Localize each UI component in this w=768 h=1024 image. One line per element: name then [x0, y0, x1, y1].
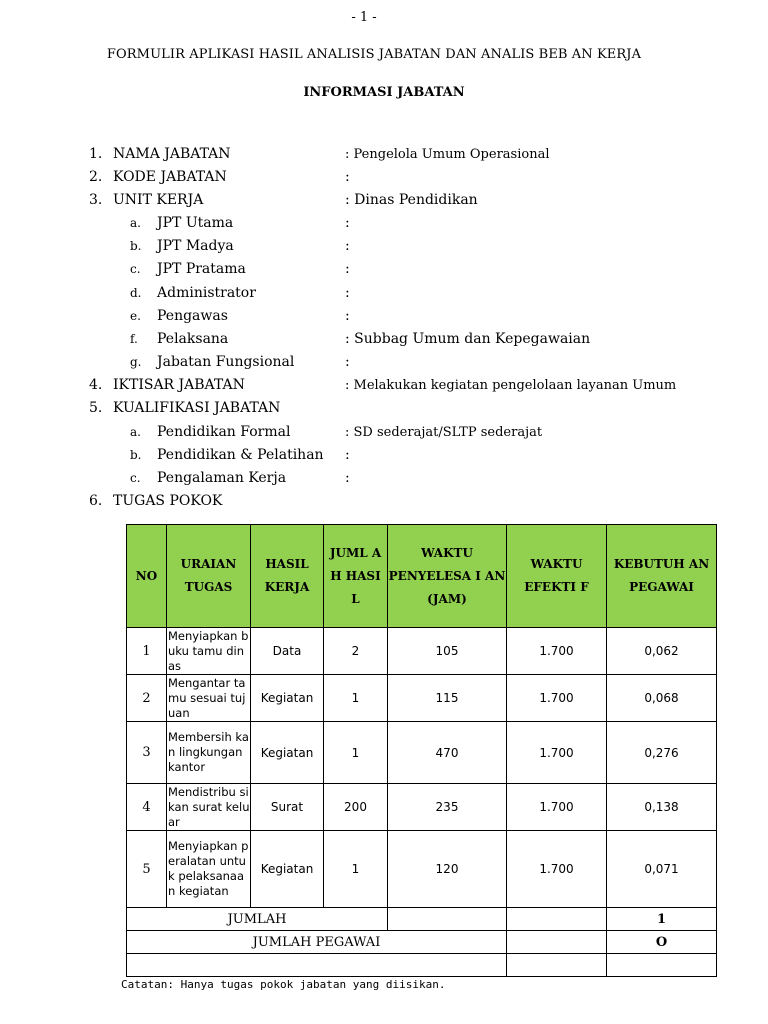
sub-letter: e.	[130, 309, 141, 323]
sub-value: :	[345, 215, 350, 231]
cell-efektif: 1.700	[507, 831, 607, 908]
sub-label: Jabatan Fungsional	[157, 354, 295, 370]
sub-value: :	[345, 447, 350, 463]
sub-label: Pendidikan Formal	[157, 424, 291, 440]
sub-value: :	[345, 285, 350, 301]
info-subrow-pelaksana	[0, 331, 768, 351]
cell-jumlah: 2	[324, 628, 388, 675]
info-subrow-jpt-pratama	[0, 261, 768, 281]
sub-label: JPT Pratama	[157, 261, 246, 277]
sub-letter: c.	[130, 471, 141, 485]
item-label: UNIT KERJA	[113, 192, 204, 208]
info-subrow-pendidikan-formal	[0, 424, 768, 444]
table-row	[127, 784, 717, 831]
form-title: FORMULIR APLIKASI HASIL ANALISIS JABATAN DAN ANALIS BEB AN KERJA	[106, 47, 642, 62]
header-waktu-penyelesaian: WAKTU PENYELESA I AN (JAM)	[388, 525, 507, 628]
cell-waktu: 120	[388, 831, 507, 908]
cell-no: 4	[127, 784, 167, 831]
item-number: 3.	[89, 192, 103, 208]
cell-jumlah: 1	[324, 675, 388, 722]
header-hasil-kerja: HASIL KERJA	[251, 525, 324, 628]
info-subrow-administrator	[0, 285, 768, 305]
sub-label: Pengalaman Kerja	[157, 470, 287, 486]
sub-letter: c.	[130, 262, 141, 276]
item-number: 2.	[89, 169, 103, 185]
item-label: TUGAS POKOK	[113, 493, 223, 509]
item-label: KUALIFIKASI JABATAN	[113, 400, 281, 416]
sub-letter: g.	[130, 355, 142, 369]
cell-uraian: Mengantar tamu sesuai tujuan	[167, 675, 251, 722]
tugas-pokok-table	[126, 524, 717, 977]
sub-letter: f.	[130, 332, 138, 346]
cell-waktu: 115	[388, 675, 507, 722]
cell-waktu: 105	[388, 628, 507, 675]
sub-value: :	[345, 238, 350, 254]
info-subrow-pengalaman-kerja	[0, 470, 768, 490]
page-number: - 1 -	[351, 10, 377, 25]
sub-value: : Subbag Umum dan Kepegawaian	[345, 331, 591, 347]
table-row	[127, 628, 717, 675]
item-value: :	[345, 169, 350, 185]
header-waktu-efektif: WAKTU EFEKTI F	[507, 525, 607, 628]
cell-hasil: Kegiatan	[251, 831, 324, 908]
info-row-tugas-pokok	[0, 493, 768, 513]
item-label: IKTISAR JABATAN	[113, 377, 245, 393]
sub-value: :	[345, 354, 350, 370]
cell-hasil: Kegiatan	[251, 722, 324, 784]
section-title: INFORMASI JABATAN	[303, 85, 465, 100]
cell-kebutuhan: 0,068	[607, 675, 717, 722]
cell-kebutuhan: 0,062	[607, 628, 717, 675]
info-row-nama-jabatan	[0, 146, 768, 166]
table-row	[127, 722, 717, 784]
jumlah-pegawai-label: JUMLAH PEGAWAI	[127, 931, 507, 954]
cell-waktu: 235	[388, 784, 507, 831]
header-uraian-tugas: URAIAN TUGAS	[167, 525, 251, 628]
cell-kebutuhan: 0,071	[607, 831, 717, 908]
sub-letter: b.	[130, 239, 142, 253]
jumlah-empty-cell	[507, 908, 607, 931]
item-number: 6.	[89, 493, 103, 509]
info-row-kualifikasi-jabatan	[0, 400, 768, 420]
info-row-iktisar-jabatan	[0, 377, 768, 397]
jumlah-pegawai-empty-cell	[507, 931, 607, 954]
item-value: : Pengelola Umum Operasional	[345, 147, 550, 162]
table-pegawai-row	[127, 931, 717, 954]
jumlah-label: JUMLAH	[127, 908, 388, 931]
sub-value: :	[345, 308, 350, 324]
cell-no: 5	[127, 831, 167, 908]
sub-value: :	[345, 261, 350, 277]
item-number: 4.	[89, 377, 103, 393]
info-row-unit-kerja	[0, 192, 768, 212]
cell-efektif: 1.700	[507, 675, 607, 722]
cell-jumlah: 1	[324, 722, 388, 784]
cell-efektif: 1.700	[507, 722, 607, 784]
cell-hasil: Data	[251, 628, 324, 675]
jumlah-value: 1	[607, 908, 717, 931]
cell-kebutuhan: 0,276	[607, 722, 717, 784]
sub-value: : SD sederajat/SLTP sederajat	[345, 425, 543, 440]
cell-jumlah: 1	[324, 831, 388, 908]
item-label: KODE JABATAN	[113, 169, 227, 185]
cell-jumlah: 200	[324, 784, 388, 831]
cell-no: 2	[127, 675, 167, 722]
sub-letter: b.	[130, 448, 142, 462]
sub-label: Pengawas	[157, 308, 228, 324]
info-subrow-jpt-utama	[0, 215, 768, 235]
sub-label: Pelaksana	[157, 331, 229, 347]
sub-value: :	[345, 470, 350, 486]
info-subrow-pengawas	[0, 308, 768, 328]
sub-letter: d.	[130, 286, 142, 300]
table-header-row	[127, 525, 717, 628]
header-no: NO	[127, 525, 167, 628]
empty-cell	[127, 954, 507, 977]
cell-efektif: 1.700	[507, 784, 607, 831]
cell-waktu: 470	[388, 722, 507, 784]
table-row	[127, 675, 717, 722]
sub-label: JPT Utama	[157, 215, 234, 231]
jumlah-pegawai-value: O	[607, 931, 717, 954]
sub-letter: a.	[130, 425, 141, 439]
sub-label: Pendidikan & Pelatihan	[157, 447, 324, 463]
jumlah-empty-cell	[388, 908, 507, 931]
cell-uraian: Menyiapkan buku tamu dinas	[167, 628, 251, 675]
table-total-row	[127, 908, 717, 931]
cell-no: 1	[127, 628, 167, 675]
header-jumlah-hasil: JUML A H HASI L	[324, 525, 388, 628]
empty-cell	[607, 954, 717, 977]
item-number: 1.	[89, 146, 103, 162]
footnote: Catatan: Hanya tugas pokok jabatan yang diisikan.	[121, 978, 446, 991]
table-row	[127, 831, 717, 908]
info-subrow-jpt-madya	[0, 238, 768, 258]
cell-uraian: Membersih kan lingkungan kantor	[167, 722, 251, 784]
cell-kebutuhan: 0,138	[607, 784, 717, 831]
item-label: NAMA JABATAN	[113, 146, 231, 162]
cell-hasil: Kegiatan	[251, 675, 324, 722]
cell-uraian: Menyiapkan peralatan untuk pelaksanaa n kegiatan	[167, 831, 251, 908]
sub-letter: a.	[130, 216, 141, 230]
item-value: : Dinas Pendidikan	[345, 192, 478, 208]
cell-uraian: Mendistribu sikan surat keluar	[168, 784, 250, 829]
cell-hasil: Surat	[251, 784, 324, 831]
item-value: : Melakukan kegiatan pengelolaan layanan Umum	[345, 378, 677, 393]
item-number: 5.	[89, 400, 103, 416]
empty-cell	[507, 954, 607, 977]
table-empty-row	[127, 954, 717, 977]
sub-label: Administrator	[157, 285, 256, 301]
sub-label: JPT Madya	[157, 238, 234, 254]
cell-no: 3	[127, 722, 167, 784]
header-kebutuhan-pegawai: KEBUTUH AN PEGAWAI	[607, 525, 717, 628]
cell-efektif: 1.700	[507, 628, 607, 675]
info-subrow-jabatan-fungsional	[0, 354, 768, 374]
info-subrow-pendidikan-pelatihan	[0, 447, 768, 467]
info-row-kode-jabatan	[0, 169, 768, 189]
